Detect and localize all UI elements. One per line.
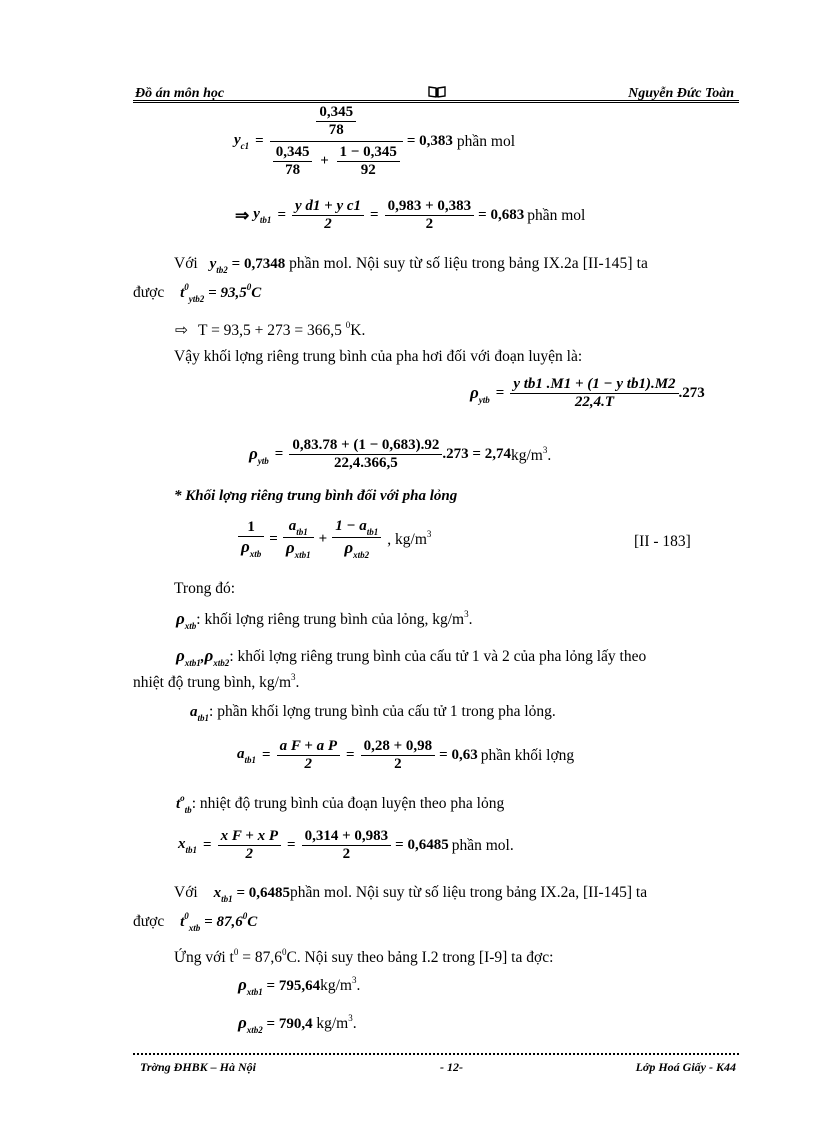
equation-liquid-density: $\frac{1}{\rho_{xtb}}$ = $\frac{a_{tb1}}{\rho_{xtb1}}$ + $\frac{1 - a_{tb1}}{\rho_{xtb2}}$ , $kg/m^3$ [238,518,431,560]
paragraph-interpolation-y: Với $y_{tb2} = 0,7348$ phần mol. Nội suy từ số liệu trong bảng IX.2a [II-145] ta [174,255,648,275]
footer-left: Trờng ĐHBK – Hà Nội [140,1060,257,1074]
header-left: Đồ án môn học [135,86,225,101]
reference-ii-183: [II - 183] [634,533,691,550]
equation-rho-xtb1: $\rho_{xtb1} = 795,64kg/m^3$. [238,975,361,997]
header-right: Nguyễn Đức Toàn [628,86,734,101]
paragraph-rho-xtb-def: $\rho_{xtb}$: khối lợng riêng trung bình của lỏng, $kg/m^3$. [176,609,473,631]
paragraph-a-tb1-def: $a_{tb1}$: phần khối lợng trung bình của cấu tử 1 trong pha lỏng. [190,703,556,723]
paragraph-interpolation-y-line2: được $t^0_{ytb2} = 93,5^0C$ [133,282,262,304]
paragraph-interpolation-x-line2: được $t^0_{xtb} = 87,6^0C$ [133,911,258,933]
equation-a-tb1: $a_{tb1}$ = $\frac{\text{a F + a P}}{2}$ = $\frac{0,28 + 0,98}{2}$ = 0,63 phần khối lợng [237,738,575,772]
footer-right: Lớp Hoá Giấy - K44 [635,1060,736,1074]
paragraph-rho-components-def: $\rho_{xtb1},\rho_{xtb2}$: khối lợng riêng trung bình của cấu tử 1 và 2 của pha lỏng lấy theo [176,646,647,668]
equation-x-tb1: $x_{tb1}$ = $\frac{\text{x F + x P}}{2}$ = $\frac{0,314 + 0,983}{2}$ = 0,6485 phần mol. [178,828,514,862]
section-heading-liquid-density: * Khối lợng riêng trung bình đối với pha lỏng [174,488,458,504]
paragraph-where: Trong đó: [174,580,236,597]
paragraph-interpolation-x: Với $x_{tb1}$ = 0,6485phần mol. Nội suy từ số liệu trong bảng IX.2a, [II-145] ta [174,884,648,904]
page-number: - 12- [440,1060,463,1074]
equation-rho-xtb2: $\rho_{xtb2} = 790,4$ $kg/m^3$. [238,1013,357,1035]
paragraph-temperature: ⇨ T = 93,5 + 273 = 366,5 $^0$K. [175,320,366,339]
paragraph-t-tb-def: $t^o_{tb}$: nhiệt độ trung bình của đoạn luyện theo pha lỏng [176,793,505,815]
equation-rho-y-formula: $\rho_{ytb}$ = $\frac{\text{y tb1 .M1 + (1 − y tb1).M2}}{22,4.T}$ .273 [470,376,705,410]
paragraph-vapor-density-intro: Vậy khối lợng riêng trung bình của pha hơi đối với đoạn luyện là: [174,348,583,365]
paragraph-rho-components-def-line2: nhiệt độ trung bình, $kg/m^3$. [133,672,300,691]
paragraph-interpolation-table-i2: Ứng với $t^0 = 87,6^0C$. Nội suy theo bảng I.2 trong [I-9] ta đợc: [174,947,554,966]
footer-rule [133,1053,739,1055]
equation-y-tb1: ⇒ $y_{tb1}$ = $\frac{\text{y d1 + y c1}}{2}$ = $\frac{0,983 + 0,383}{2}$ = 0,683 phần mol [235,198,586,232]
equation-rho-y-value: $\rho_{ytb}$ = $\frac{0,83.78 + (1 - 0,683).92}{22,4.366,5}$ .273 = 2,74 $kg/m^3$. [249,437,552,471]
equation-y-c1: $y_{c1}$ = $\frac{0,345}{78}$ $\frac{0,345}{78}$ + $\frac{1 - 0,345}{92}$ = 0,383 phần mol [234,104,516,178]
header-rule [133,100,739,103]
